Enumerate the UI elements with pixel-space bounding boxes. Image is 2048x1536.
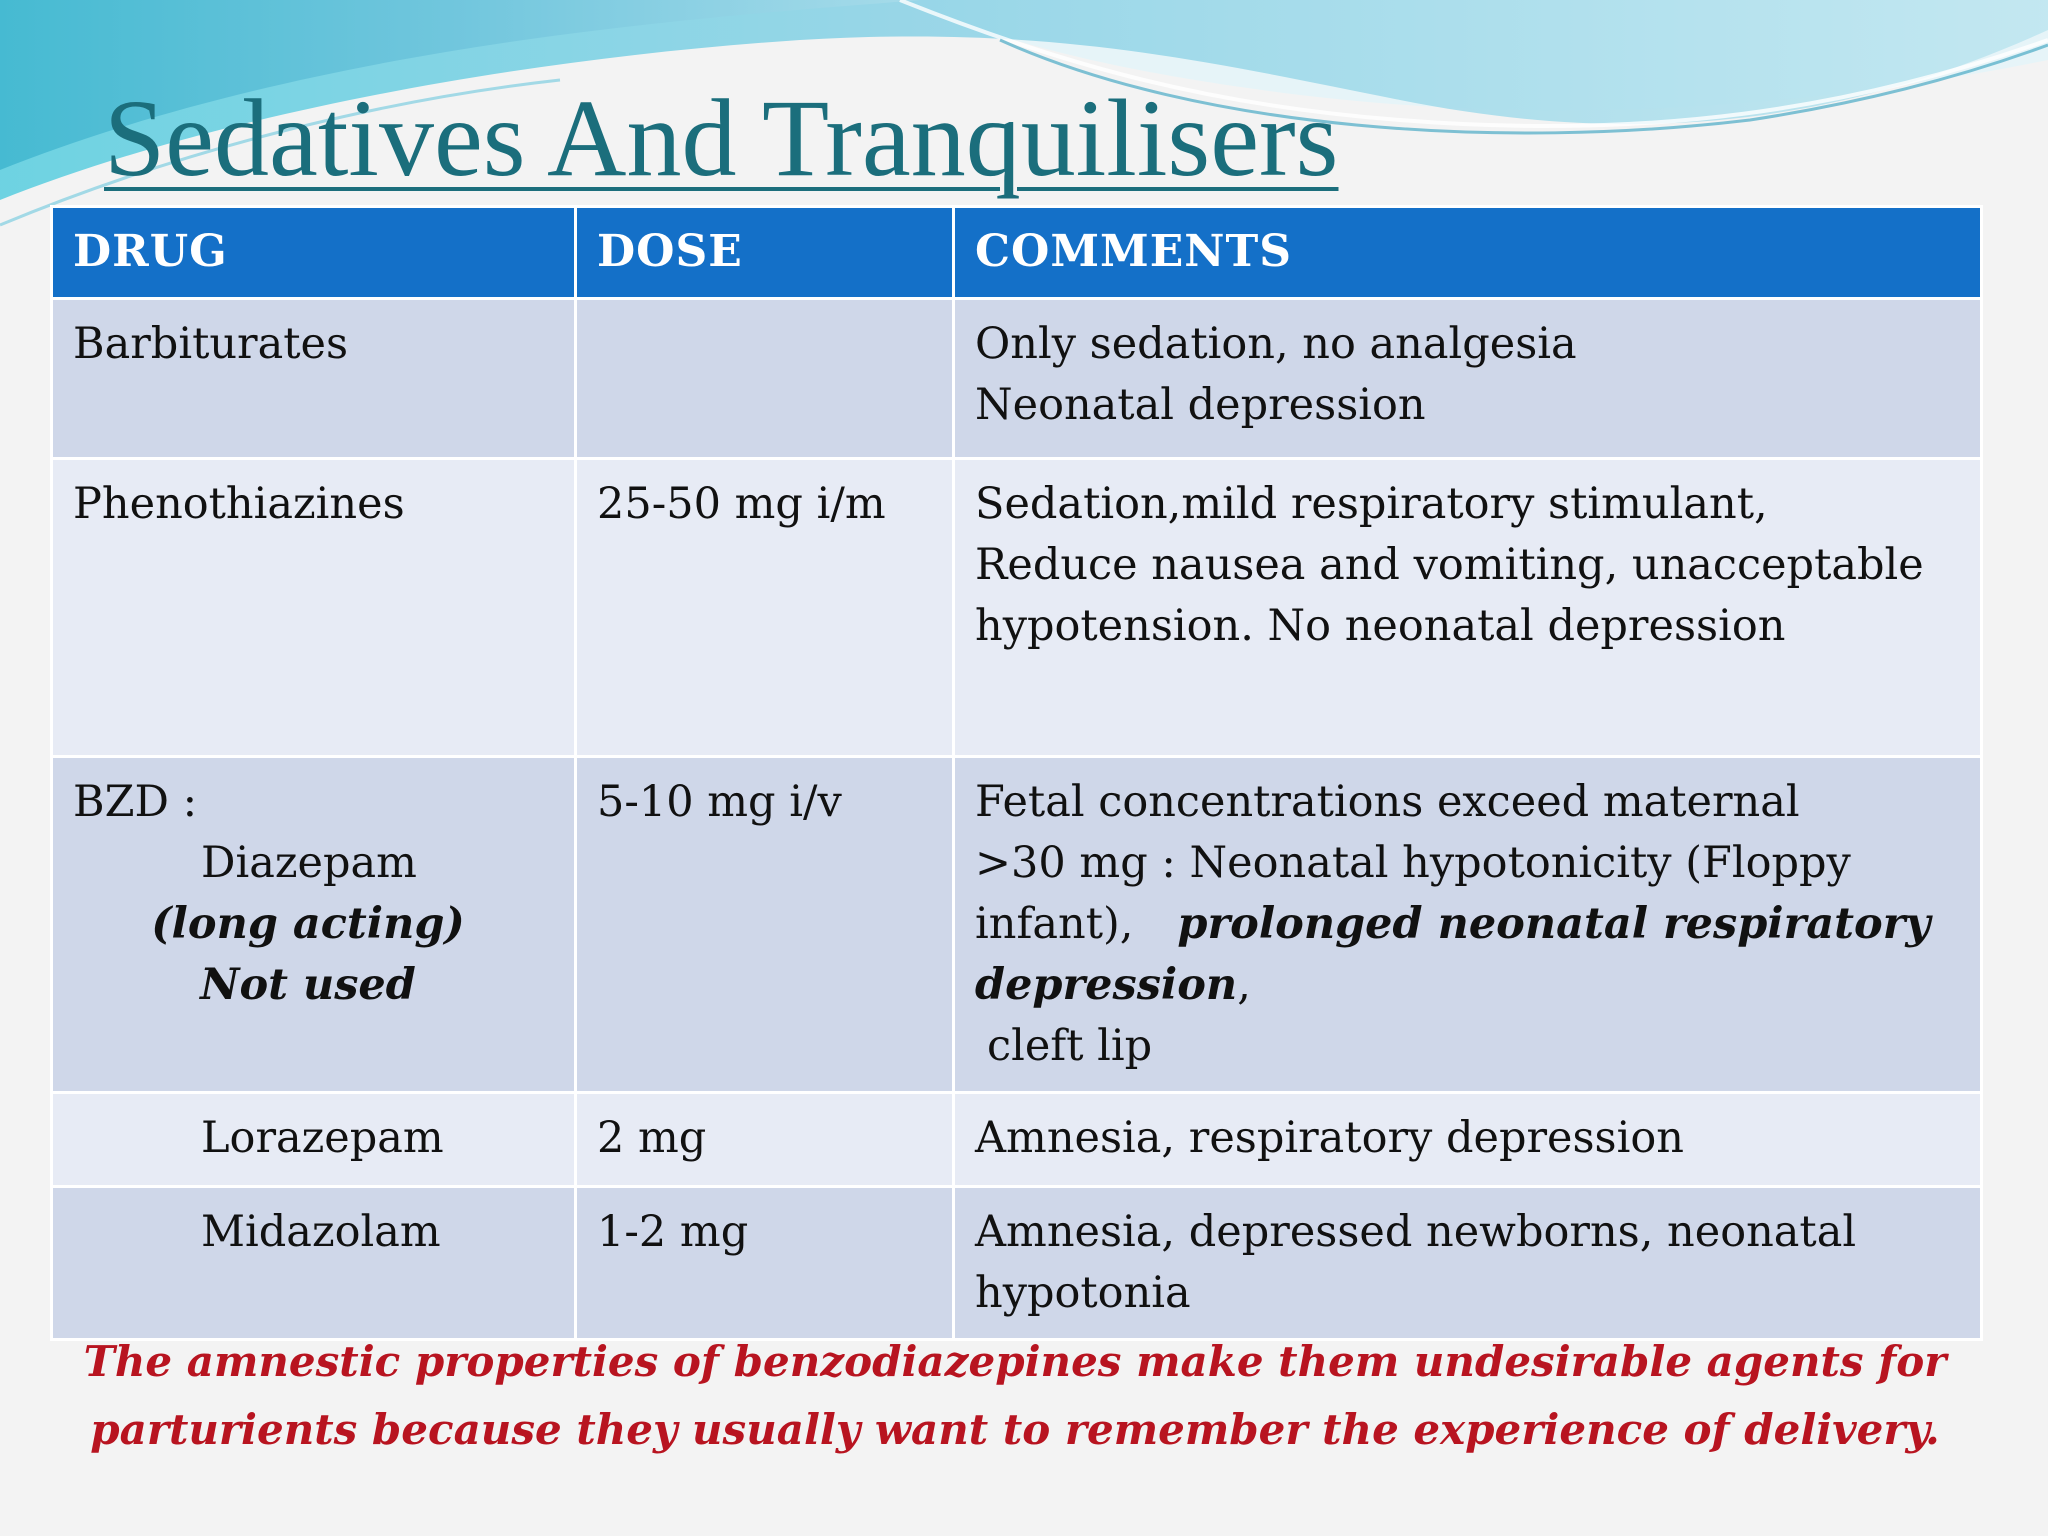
footer-line: The amnestic properties of benzodiazepines make them undesirable agents for <box>83 1337 1947 1386</box>
drug-cell <box>52 299 576 459</box>
comments-cell <box>954 1187 1982 1340</box>
comment-emphasis: prolonged neonatal respiratory <box>1177 899 1931 949</box>
drug-cell <box>52 459 576 757</box>
comments-cell <box>954 299 1982 459</box>
comment-line <box>975 955 1960 1016</box>
drug-class-label: BZD : <box>73 777 198 827</box>
comment-text: infant), <box>975 899 1134 949</box>
dose-cell: 25-50 mg i/m <box>576 459 954 757</box>
table-row <box>52 757 1982 1093</box>
drug-name: Midazolam <box>201 1207 441 1257</box>
footer-note <box>50 1328 1980 1464</box>
footer-line: parturients because they usually want to remember the experience of delivery. <box>90 1405 1940 1454</box>
dose-cell: 1-2 mg <box>576 1187 954 1340</box>
comment-line <box>975 894 1960 955</box>
comment-line: Only sedation, no analgesia <box>975 319 1577 369</box>
column-header-dose: DOSE <box>576 207 954 299</box>
drug-name: Lorazepam <box>201 1113 444 1163</box>
comment-line: Amnesia, respiratory depression <box>975 1113 1684 1163</box>
table-row <box>52 1187 1982 1340</box>
table-row <box>52 299 1982 459</box>
comment-line: cleft lip <box>987 1021 1153 1071</box>
comment-line: Reduce nausea and vomiting, unacceptable <box>975 540 1924 590</box>
comment-line: hypotension. No neonatal depression <box>975 601 1786 651</box>
comment-line: Fetal concentrations exceed maternal <box>975 777 1800 827</box>
drug-note: Not used <box>200 960 416 1010</box>
drug-name: Barbiturates <box>73 319 349 369</box>
drug-cell <box>52 1093 576 1187</box>
drug-note: (long acting) <box>151 899 465 949</box>
comments-cell <box>954 1093 1982 1187</box>
comment-emphasis: depression <box>975 960 1238 1010</box>
drug-cell <box>52 1187 576 1340</box>
table-row <box>52 1093 1982 1187</box>
drug-table <box>50 205 1983 1341</box>
comments-cell <box>954 757 1982 1093</box>
table-row <box>52 459 1982 757</box>
comment-line: Amnesia, depressed newborns, neonatal <box>975 1207 1857 1257</box>
dose-cell: 5-10 mg i/v <box>576 757 954 1093</box>
comment-line: Neonatal depression <box>975 380 1426 430</box>
dose-cell: 2 mg <box>576 1093 954 1187</box>
column-header-drug: DRUG <box>52 207 576 299</box>
comment-line: hypotonia <box>975 1268 1191 1318</box>
drug-name: Diazepam <box>201 838 417 888</box>
comment-line: Sedation,mild respiratory stimulant, <box>975 479 1768 529</box>
comment-text: , <box>1237 960 1251 1010</box>
comment-line: >30 mg : Neonatal hypotonicity (Floppy <box>975 838 1851 888</box>
table-header-row <box>52 207 1982 299</box>
page-title: Sedatives And Tranquilisers <box>104 77 1339 199</box>
comments-cell <box>954 459 1982 757</box>
drug-name: Phenothiazines <box>73 479 405 529</box>
column-header-comments: COMMENTS <box>954 207 1982 299</box>
drug-cell <box>52 757 576 1093</box>
dose-cell <box>576 299 954 459</box>
